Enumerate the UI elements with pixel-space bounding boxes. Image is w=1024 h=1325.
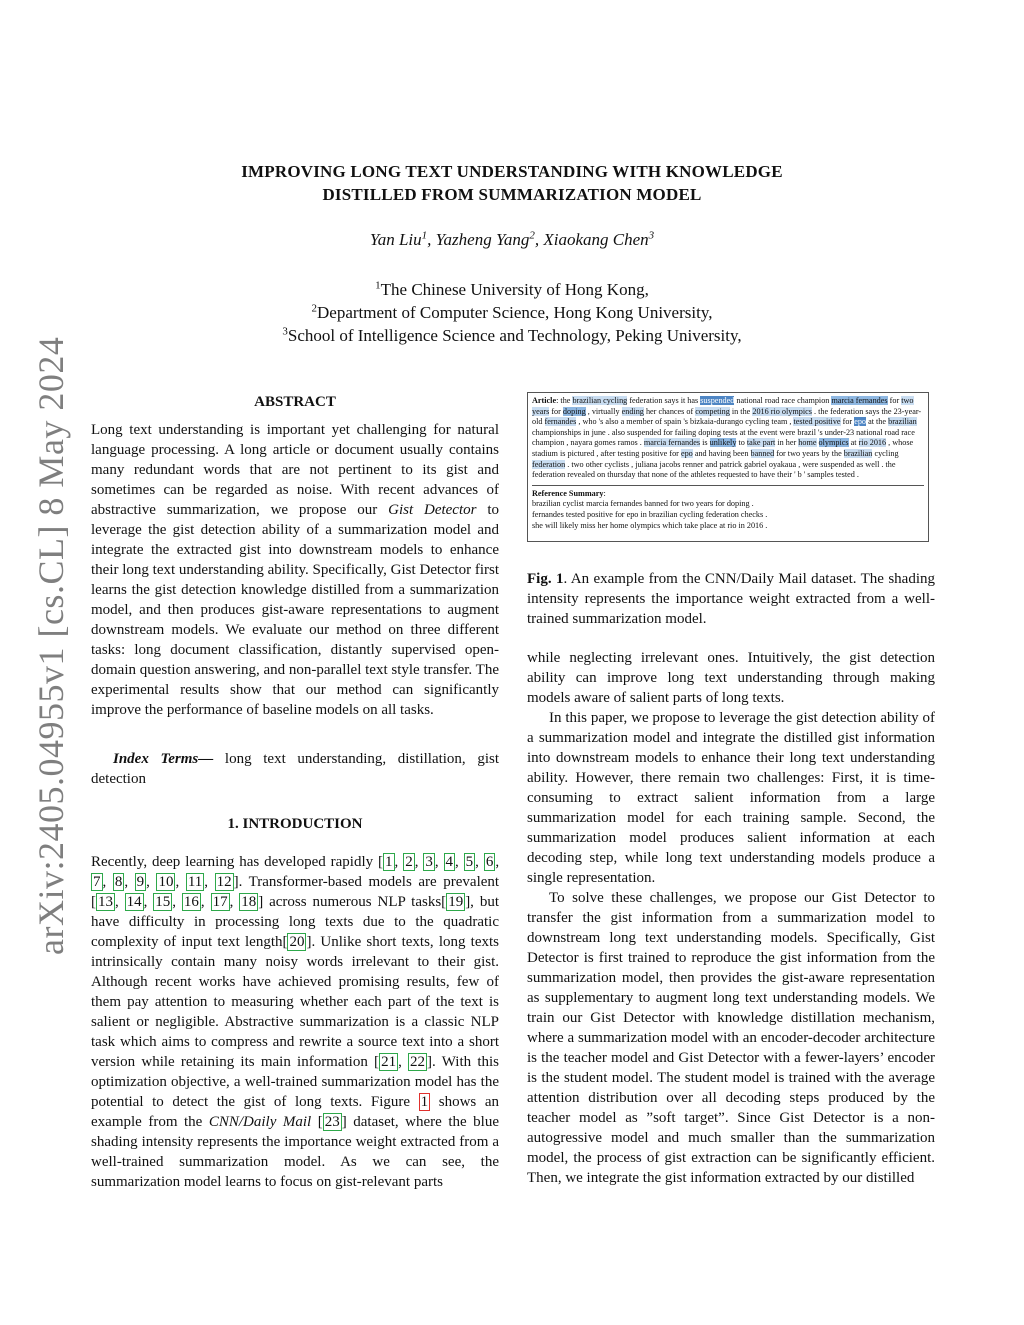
affil-text: School of Intelligence Science and Technology, Peking University,	[287, 326, 742, 345]
citation[interactable]: 20	[289, 934, 305, 950]
index-terms	[91, 749, 499, 789]
abstract-text-1: Long text understanding is important yet challenging for natural language processing. A long article or document usually contains many redundant words that are not pertinent to its gist and sometimes can be regarded as noise. With recent advances of abstractive summarization, we propose our	[91, 422, 499, 518]
citation[interactable]: 2	[405, 854, 413, 870]
figure-link[interactable]: 1	[420, 1094, 429, 1110]
intro-body: Recently, deep learning has developed rapidly [ 1 , 2 , 3 , 4 , 5 , 6 , 7 , 8 , 9 , 10 , 11 , 12 ]. Transformer-based models are prevalent [ 13 , 14 , 15 , 16 , 17 , 18 ] across numerous NLP tasks[ 19 ], but have difficulty in processing long texts due to the quadratic complexity of input text length[ 20 ]. Unlike short texts, long texts intrinsically contain many noisy words irrelevant to their gist. Although recent works have achieved promising results, few of them pay attention to measuring whether each part of the text is salient or negligible. Abstractive summarization is a classic NLP task which aims to compress and rewrite a source text into a short version while retaining its main information [ 21 , 22 ]. With this optimization objective, a well-trained summarization model has the potential to detect the gist of long texts. Figure 1 shows an example from the CNN/Daily Mail [ 23 ] dataset, where the blue shading intensity represents the importance weight extracted from a well-trained summarization model. As we can see, the summarization model learns to focus on gist-relevant parts	[91, 854, 500, 1190]
title-line-2: DISTILLED FROM SUMMARIZATION MODEL	[322, 185, 702, 204]
citation[interactable]: 18	[241, 894, 257, 910]
paper-title	[130, 160, 894, 206]
right-para-1: while neglecting irrelevant ones. Intuitively, the gist detection ability can improve long text understanding through making models aware of salient parts of long texts.	[527, 650, 935, 706]
citation[interactable]: 15	[155, 894, 171, 910]
intro-text: Recently, deep learning has developed rapidly [	[91, 854, 384, 870]
authors	[130, 230, 894, 250]
intro-text: ]. Transformer-based models are prevalent [	[91, 874, 500, 910]
affiliation-1	[130, 278, 894, 301]
author-sep: ,	[427, 230, 436, 249]
dataset-italic: CNN/Daily Mail	[208, 1114, 312, 1130]
arxiv-stamp: arXiv:2405.04955v1 [cs.CL] 8 May 2024	[31, 336, 71, 955]
intro-text: ] across numerous NLP tasks[	[258, 894, 447, 910]
affiliation-2	[130, 301, 894, 324]
author-3: Xiaokang Chen	[543, 230, 649, 249]
summary-label: Reference Summary	[532, 488, 604, 498]
index-terms-label: Index Terms—	[113, 751, 214, 767]
figure-article: Article: the brazilian cycling federation says it has suspended national road race champion marcia fernandes for two years for doping , virtually ending her chances of competing in the 2016 rio olympics . the federation says the 23-year-old fernandes , who 's also a member of spain 's bizkaia-durango cycling team , tested positive for epo at the brazilian championships in june . also suspended for failing doping tests at the event were brazil 's under-23 national road race champion , nayara gomes ramos . marcia fernandes is unlikely to take part in her home olympics at rio 2016 , whose stadium is pictured , after testing positive for epo and having been banned for two years by the brazilian cycling federation . two other cyclists , juliana jacobs renner and patrick gabriel oyakaua , were suspended as well . the federation revealed on thursday that none of the athletes requested to have their ' b ' samples tested .	[532, 396, 924, 486]
summary-line: she will likely miss her home olympics which take place at rio in 2016 .	[532, 520, 768, 530]
citation[interactable]: 21	[381, 1054, 397, 1070]
citation[interactable]: 17	[212, 894, 228, 910]
author-2: Yazheng Yang	[435, 230, 530, 249]
figure-1	[527, 392, 929, 542]
intro-text: ] dataset, where the blue shading intensity represents the importance weight extracted from a well-trained summarization model. As we can see, the summarization model learns to focus on gist-relevant parts	[91, 1114, 499, 1190]
citation[interactable]: 6	[485, 854, 494, 870]
citation[interactable]: 16	[183, 894, 199, 910]
affiliation-3	[130, 324, 894, 347]
affil-sup: 2	[311, 302, 317, 315]
author-1: Yan Liu	[369, 230, 422, 249]
citation[interactable]: 14	[126, 894, 142, 910]
author-1-sup: 1	[421, 229, 428, 242]
citation[interactable]: 5	[465, 854, 474, 870]
abstract-text-2: to leverage the gist detection ability of a summarization model and integrate the extracted gist into downstream models to enhance their long text understanding ability. Specifically, Gist Detector first learns the gist detection knowledge distilled from a summarization model, and then produces gist-aware representations to augment downstream models. We evaluate our method on three different tasks: long document classification, distantly supervised open-domain question answering, and non-parallel text style transfer. The experimental results show that our method can significantly improve the performance of baseline models on all tasks.	[91, 502, 499, 718]
citation[interactable]: 7	[93, 874, 101, 890]
intro-text: ]. Unlike short texts, long texts intrinsically contain many noisy words irrelevant to their gist. Although recent works have achieved promising results, few of them pay attention to measuring whether each part of the text is salient or negligible. Abstractive summarization is a classic NLP task which aims to compress and rewrite a source text into a short version while retaining its main information [	[91, 934, 499, 1070]
abstract-body	[91, 420, 499, 720]
author-3-sup: 3	[648, 229, 655, 242]
caption-label: Fig. 1	[527, 571, 564, 587]
citation[interactable]: 1	[385, 854, 393, 870]
intro-text: ]. With this optimization objective, a well-trained summarization model has the potential to detect the gist of long texts. Figure	[91, 1054, 499, 1110]
intro-text: shows an example from the	[91, 1094, 499, 1130]
abstract-heading: ABSTRACT	[254, 394, 336, 410]
right-para-2: In this paper, we propose to leverage the gist detection ability of a summarization model and integrate the distilled gist information into downstream models to enhance their long text understanding ability. However, there remain two challenges: First, it is time-consuming to extract salient information from a large summarization model for each training sample. Second, the summarization model produces salient information at each decoding step, while long text understanding models produce a single representation.	[527, 710, 935, 886]
right-para-3: To solve these challenges, we propose our Gist Detector to transfer the gist information from a summarization model to downstream long text understanding models. Specifically, Gist Detector is first trained to reproduce the gist information from the summarization model, then provides the gist-aware representation as supplementary to augment long text understanding models. We train our Gist Detector with knowledge distillation mechanism, where a summarization model with an encoder-decoder architecture is the teacher model and Gist Detector with a fewer-layers’ encoder is the student model. The student model is trained with the average attention distribution over all decoding steps produced by the teacher model as ”soft target”. Since Gist Detector is a non-autogressive model and much smaller than the summarization model, the process of gist extraction can be significantly efficient. Then, we integrate the gist information extracted by our distilled	[527, 890, 935, 1186]
summary-line: brazilian cyclist marcia fernandes banned for two years for doping .	[532, 499, 754, 509]
figure-caption	[527, 569, 935, 629]
affil-sup: 3	[282, 325, 288, 338]
affil-text: Department of Computer Science, Hong Kong University,	[317, 303, 713, 322]
affil-sup: 1	[375, 279, 381, 292]
index-terms-text: long text understanding, distillation, gist detection	[91, 751, 500, 787]
citation[interactable]: 22	[410, 1054, 426, 1070]
citation[interactable]: 12	[216, 874, 232, 890]
citation[interactable]: 4	[445, 854, 453, 870]
article-label: Article	[532, 396, 557, 405]
intro-heading: 1. INTRODUCTION	[227, 816, 363, 832]
affiliations	[130, 278, 894, 347]
citation[interactable]: 11	[187, 874, 203, 890]
citation[interactable]: 23	[324, 1114, 340, 1130]
citation[interactable]: 13	[98, 894, 113, 910]
author-sep: ,	[534, 230, 544, 249]
intro-text: ], but have difficulty in processing long texts due to the quadratic complexity of input text length[	[91, 894, 499, 950]
summary-line: fernandes tested positive for epo in brazilian cycling federation checks .	[532, 509, 768, 519]
gist-detector-italic: Gist Detector	[388, 502, 477, 518]
citation[interactable]: 8	[114, 874, 123, 890]
figure-summary: Reference Summary: brazilian cyclist marcia fernandes banned for two years for doping . fernandes tested positive for epo in brazilian cycling federation checks . she will likely miss her home olympics which take place at rio in 2016 .	[532, 486, 924, 531]
caption-text: . An example from the CNN/Daily Mail dataset. The shading intensity represents the importance weight extracted from a well-trained summarization model.	[527, 571, 935, 627]
citation[interactable]: 9	[136, 874, 145, 890]
title-line-1: IMPROVING LONG TEXT UNDERSTANDING WITH KNOWLEDGE	[241, 162, 783, 181]
affil-text: The Chinese University of Hong Kong,	[380, 280, 649, 299]
author-2-sup: 2	[529, 229, 535, 242]
citation[interactable]: 10	[158, 874, 174, 890]
intro-text: [	[311, 1114, 323, 1130]
citation[interactable]: 19	[448, 894, 464, 910]
citation[interactable]: 3	[425, 854, 433, 870]
